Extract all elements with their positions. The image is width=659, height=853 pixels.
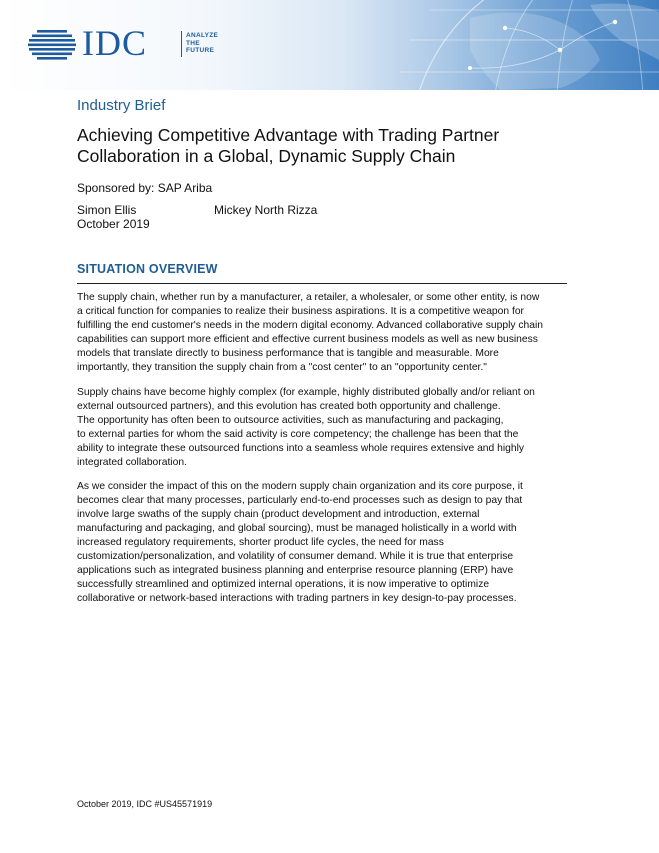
brief-type-label: Industry Brief bbox=[77, 97, 166, 114]
body-paragraph: The supply chain, whether run by a manufacturer, a retailer, a wholesaler, or some other entity, is now a critical function for companies to realize their business aspirations. It is a competitive weapon for fulfilling the end customer's needs in the modern digital economy. Advanced collaborative supply chain capabilities can support more efficient and effective current business models as well as new business models that translate directly to business performance that is tangible and measurable. More importantly, they transition the supply chain from a "cost center" to an "opportunity center." bbox=[77, 292, 543, 374]
author-name: Mickey North Rizza bbox=[214, 203, 318, 217]
title-line: Achieving Competitive Advantage with Trading Partner bbox=[77, 125, 500, 145]
body-paragraph: Supply chains have become highly complex (for example, highly distributed globally and/or reliant on external outsourced partners), and this evolution has created both opportunity and challenge. The opportunity has often been to outsource activities, such as manufacturing and packaging, to external parties for whom the said activity is core competency; the challenge has been that the ability to integrate these outsourced functions into a seamless whole requires extensive and highly integrated collaboration. bbox=[77, 387, 535, 469]
body-paragraph: As we consider the impact of this on the modern supply chain organization and its core purpose, it becomes clear that many processes, particularly end-to-end processes such as design to pay that involve large swaths of the supply chain (product development and introduction, external manufacturing and packaging, and global sourcing), must be managed holistically in a world with increased regulatory requirements, shorter product life cycles, the need for mass customization/personalization, and volatility of consumer demand. While it is true that enterprise applications such as integrated business planning and enterprise resource planning (ERP) have successfully streamlined and optimized internal operations, it is now imperative to optimize collaborative or network-based interactions with trading partners in key design-to-pay processes. bbox=[77, 481, 523, 605]
logo-tagline: ANALYZE THE FUTURE bbox=[186, 32, 219, 55]
logo-divider bbox=[181, 31, 182, 57]
header-banner bbox=[0, 0, 659, 90]
page-footer: October 2019, IDC #US45571919 bbox=[77, 799, 213, 809]
publication-date: October 2019 bbox=[77, 217, 150, 231]
idc-logo-globe-icon bbox=[28, 30, 76, 60]
document-title bbox=[77, 125, 577, 167]
section-divider bbox=[77, 283, 567, 284]
section-heading: SITUATION OVERVIEW bbox=[77, 262, 218, 276]
title-line: Collaboration in a Global, Dynamic Supply Chain bbox=[77, 146, 456, 166]
author-name: Simon Ellis bbox=[77, 203, 137, 217]
sponsor-line: Sponsored by: SAP Ariba bbox=[77, 181, 213, 195]
idc-logo-text: IDC bbox=[82, 23, 147, 63]
